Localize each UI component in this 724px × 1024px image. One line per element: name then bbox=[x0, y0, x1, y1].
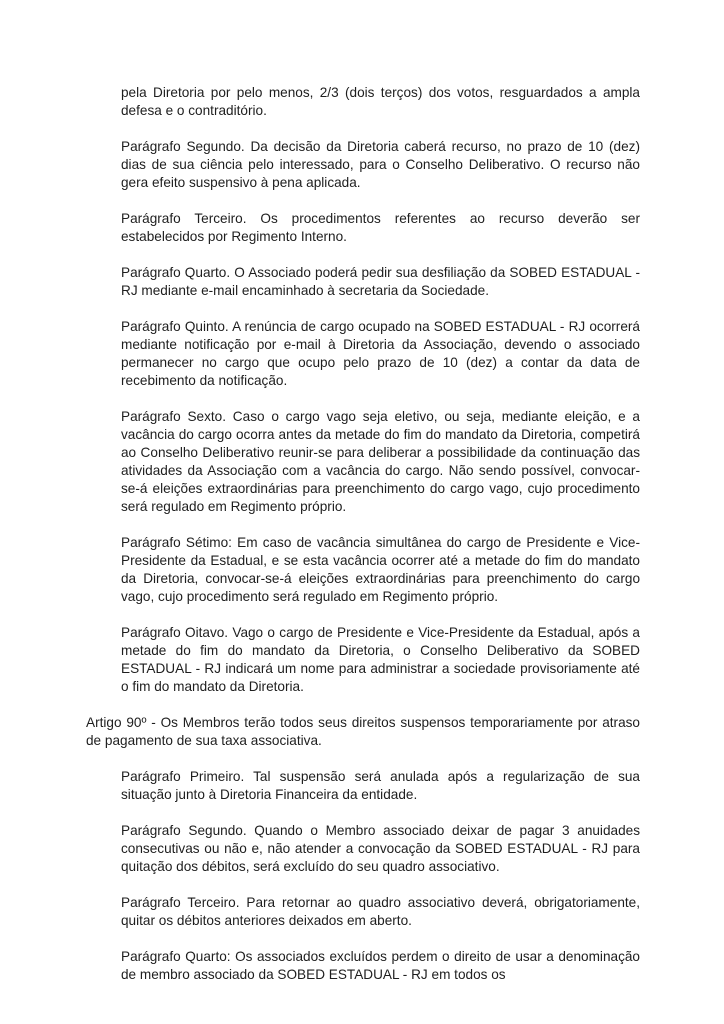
article-90: Artigo 90º - Os Membros terão todos seus direitos suspensos temporariamente por atraso de pagamento de sua taxa associativa. bbox=[86, 715, 640, 748]
paragraph-continuation: pela Diretoria por pelo menos, 2/3 (dois terços) dos votos, resguardados a ampla defesa e o contraditório. bbox=[121, 85, 640, 118]
paragraph-terceiro: Parágrafo Terceiro. Os procedimentos referentes ao recurso deverão ser estabelecidos por Regimento Interno. bbox=[121, 211, 640, 244]
article-90-paragraph-terceiro: Parágrafo Terceiro. Para retornar ao quadro associativo deverá, obrigatoriamente, quitar os débitos anteriores deixados em aberto. bbox=[121, 895, 640, 928]
paragraph-setimo: Parágrafo Sétimo: Em caso de vacância simultânea do cargo de Presidente e Vice-Presidente da Estadual, e se esta vacância ocorrer até a metade do fim do mandato da Diretoria, convocar-se-á eleições extraordinárias para preenchimento do cargo vago, cujo procedimento será regulado em Regimento próprio. bbox=[121, 535, 640, 604]
paragraph-quarto: Parágrafo Quarto. O Associado poderá pedir sua desfiliação da SOBED ESTADUAL - RJ mediante e-mail encaminhado à secretaria da Sociedade. bbox=[121, 265, 640, 298]
paragraph-segundo: Parágrafo Segundo. Da decisão da Diretoria caberá recurso, no prazo de 10 (dez) dias de sua ciência pelo interessado, para o Conselho Deliberativo. O recurso não gera efeito suspensivo à pena aplicada. bbox=[121, 139, 640, 190]
article-90-paragraph-segundo: Parágrafo Segundo. Quando o Membro associado deixar de pagar 3 anuidades consecutivas ou não e, não atender a convocação da SOBED ESTADUAL - RJ para quitação dos débitos, será excluído do seu quadro associativo. bbox=[121, 823, 640, 874]
paragraph-quinto: Parágrafo Quinto. A renúncia de cargo ocupado na SOBED ESTADUAL - RJ ocorrerá mediante notificação por e-mail à Diretoria da Associação, devendo o associado permanecer no cargo que ocupo pelo prazo de 10 (dez) a contar da data de recebimento da notificação. bbox=[121, 319, 640, 388]
article-90-paragraph-quarto: Parágrafo Quarto: Os associados excluídos perdem o direito de usar a denominação de membro associado da SOBED ESTADUAL - RJ em todos os bbox=[121, 949, 640, 982]
document-body bbox=[86, 84, 640, 1002]
paragraph-sexto: Parágrafo Sexto. Caso o cargo vago seja eletivo, ou seja, mediante eleição, e a vacância do cargo ocorra antes da metade do fim do mandato da Diretoria, competirá ao Conselho Deliberativo reunir-se para deliberar a possibilidade da continuação das atividades da Associação com a vacância do cargo. Não sendo possível, convocar-se-á eleições extraordinárias para preenchimento do cargo vago, cujo procedimento será regulado em Regimento próprio. bbox=[121, 409, 640, 514]
paragraph-oitavo: Parágrafo Oitavo. Vago o cargo de Presidente e Vice-Presidente da Estadual, após a metade do fim do mandato da Diretoria, o Conselho Deliberativo da SOBED ESTADUAL - RJ indicará um nome para administrar a sociedade provisoriamente até o fim do mandato da Diretoria. bbox=[121, 625, 640, 694]
article-90-paragraph-primeiro: Parágrafo Primeiro. Tal suspensão será anulada após a regularização de sua situação junto à Diretoria Financeira da entidade. bbox=[121, 769, 640, 802]
